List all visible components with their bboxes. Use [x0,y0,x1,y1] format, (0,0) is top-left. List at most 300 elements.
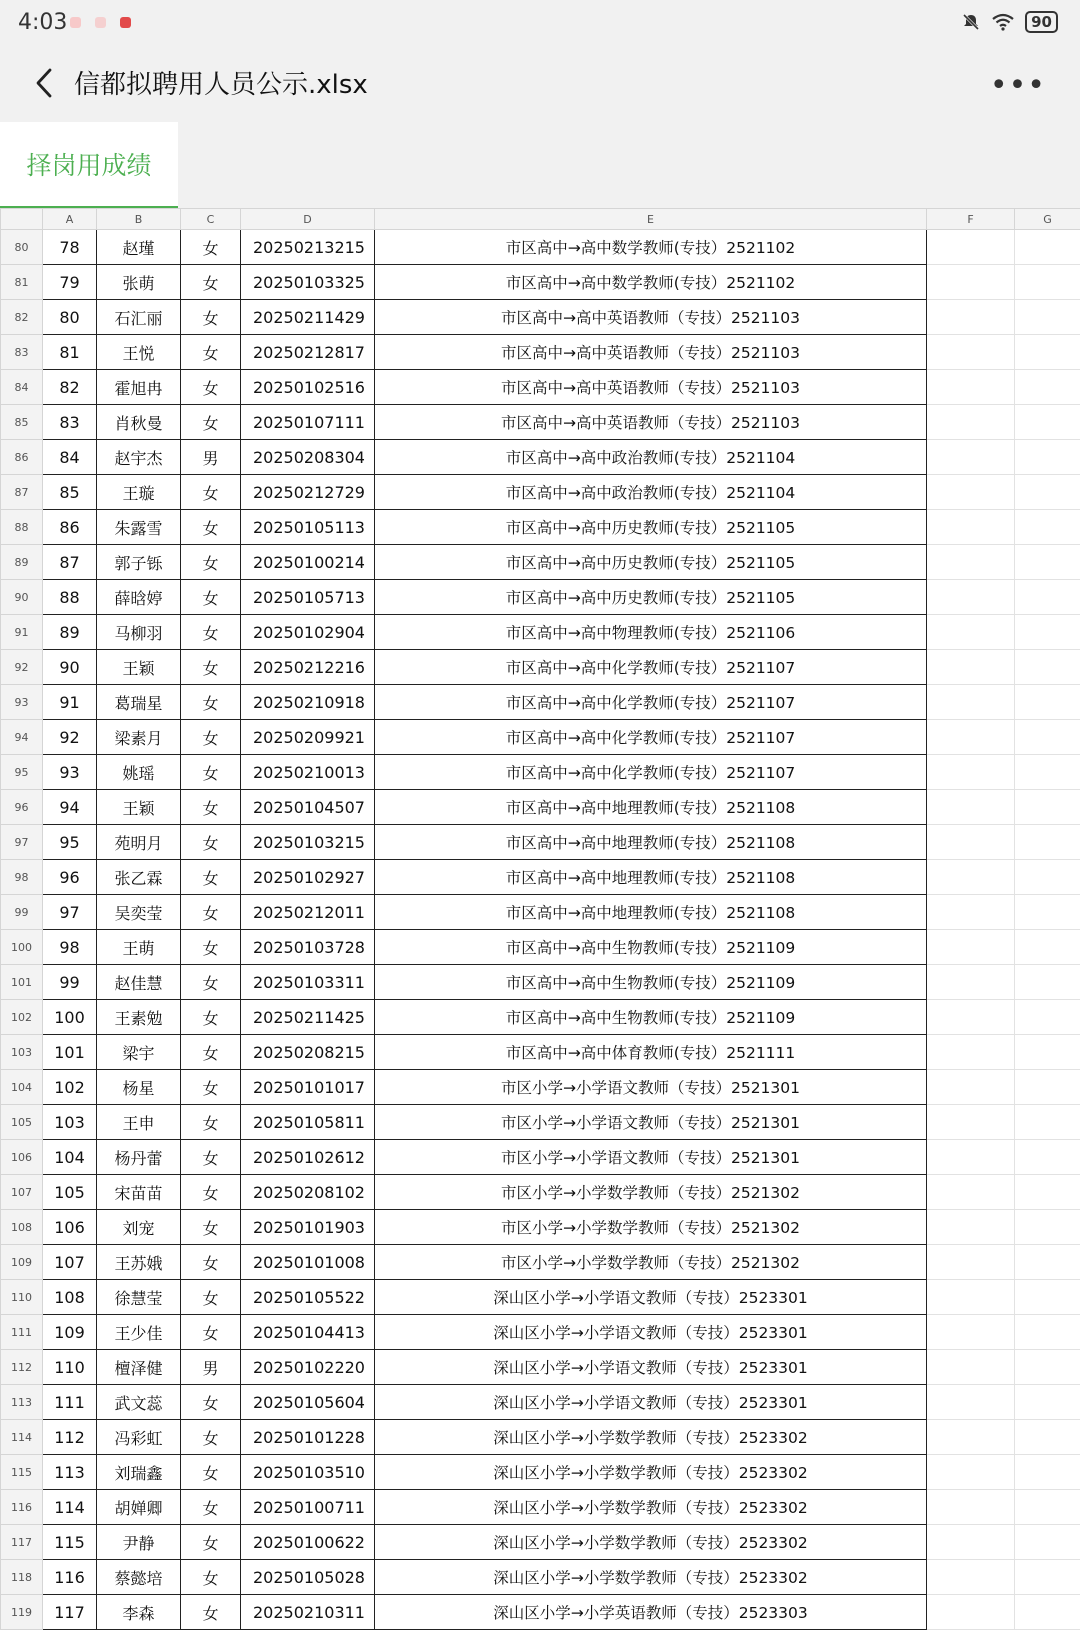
cell-name[interactable]: 石汇丽 [97,300,181,335]
row-number[interactable]: 107 [1,1175,43,1210]
cell-position[interactable]: 深山区小学→小学数学教师（专技）2523302 [375,1490,927,1525]
cell-empty[interactable] [1015,1245,1080,1280]
cell-name[interactable]: 王颖 [97,790,181,825]
row-number[interactable]: 94 [1,720,43,755]
cell-exam-id[interactable]: 20250103311 [241,965,375,1000]
cell-exam-id[interactable]: 20250102904 [241,615,375,650]
row-number[interactable]: 93 [1,685,43,720]
row-number[interactable]: 81 [1,265,43,300]
cell-seq[interactable]: 79 [43,265,97,300]
cell-seq[interactable]: 99 [43,965,97,1000]
row-number[interactable]: 95 [1,755,43,790]
cell-gender[interactable]: 女 [181,615,241,650]
cell-name[interactable]: 张萌 [97,265,181,300]
cell-exam-id[interactable]: 20250212729 [241,475,375,510]
cell-gender[interactable]: 女 [181,860,241,895]
cell-position[interactable]: 深山区小学→小学数学教师（专技）2523302 [375,1560,927,1595]
cell-empty[interactable] [927,475,1015,510]
cell-exam-id[interactable]: 20250211425 [241,1000,375,1035]
cell-position[interactable]: 市区高中→高中英语教师（专技）2521103 [375,405,927,440]
cell-name[interactable]: 赵瑾 [97,230,181,265]
row-number[interactable]: 100 [1,930,43,965]
cell-empty[interactable] [1015,965,1080,1000]
cell-seq[interactable]: 78 [43,230,97,265]
cell-seq[interactable]: 112 [43,1420,97,1455]
cell-exam-id[interactable]: 20250208215 [241,1035,375,1070]
cell-position[interactable]: 深山区小学→小学语文教师（专技）2523301 [375,1385,927,1420]
cell-position[interactable]: 市区高中→高中数学教师(专技）2521102 [375,230,927,265]
cell-empty[interactable] [927,440,1015,475]
cell-exam-id[interactable]: 20250103728 [241,930,375,965]
cell-gender[interactable]: 女 [181,1315,241,1350]
cell-position[interactable]: 深山区小学→小学数学教师（专技）2523302 [375,1420,927,1455]
row-number[interactable]: 82 [1,300,43,335]
cell-empty[interactable] [927,930,1015,965]
cell-name[interactable]: 葛瑞星 [97,685,181,720]
row-number[interactable]: 105 [1,1105,43,1140]
cell-gender[interactable]: 女 [181,930,241,965]
cell-name[interactable]: 薛晗婷 [97,580,181,615]
cell-gender[interactable]: 女 [181,370,241,405]
cell-empty[interactable] [927,1140,1015,1175]
cell-seq[interactable]: 91 [43,685,97,720]
cell-seq[interactable]: 97 [43,895,97,930]
cell-empty[interactable] [927,370,1015,405]
cell-empty[interactable] [1015,860,1080,895]
cell-gender[interactable]: 女 [181,1175,241,1210]
cell-gender[interactable]: 女 [181,1035,241,1070]
cell-exam-id[interactable]: 20250102612 [241,1140,375,1175]
row-number[interactable]: 102 [1,1000,43,1035]
cell-exam-id[interactable]: 20250101228 [241,1420,375,1455]
cell-name[interactable]: 王萌 [97,930,181,965]
cell-empty[interactable] [1015,440,1080,475]
column-header[interactable]: G [1015,209,1080,230]
cell-empty[interactable] [927,825,1015,860]
cell-name[interactable]: 王悦 [97,335,181,370]
cell-empty[interactable] [927,545,1015,580]
row-number[interactable]: 111 [1,1315,43,1350]
cell-seq[interactable]: 83 [43,405,97,440]
cell-position[interactable]: 市区小学→小学数学教师（专技）2521302 [375,1175,927,1210]
cell-empty[interactable] [927,230,1015,265]
cell-empty[interactable] [1015,720,1080,755]
cell-gender[interactable]: 女 [181,1525,241,1560]
cell-gender[interactable]: 女 [181,685,241,720]
cell-name[interactable]: 尹静 [97,1525,181,1560]
cell-position[interactable]: 深山区小学→小学语文教师（专技）2523301 [375,1350,927,1385]
cell-gender[interactable]: 女 [181,755,241,790]
cell-seq[interactable]: 103 [43,1105,97,1140]
back-arrow-icon[interactable] [30,66,60,100]
column-header[interactable]: F [927,209,1015,230]
cell-empty[interactable] [1015,1595,1080,1630]
cell-seq[interactable]: 82 [43,370,97,405]
row-number[interactable]: 87 [1,475,43,510]
cell-name[interactable]: 宋苗苗 [97,1175,181,1210]
cell-empty[interactable] [1015,1105,1080,1140]
cell-name[interactable]: 王少佳 [97,1315,181,1350]
cell-empty[interactable] [1015,1210,1080,1245]
cell-empty[interactable] [1015,685,1080,720]
cell-position[interactable]: 市区高中→高中历史教师(专技）2521105 [375,510,927,545]
cell-empty[interactable] [927,405,1015,440]
row-number[interactable]: 103 [1,1035,43,1070]
cell-seq[interactable]: 95 [43,825,97,860]
cell-empty[interactable] [1015,300,1080,335]
cell-empty[interactable] [1015,650,1080,685]
cell-exam-id[interactable]: 20250212216 [241,650,375,685]
cell-empty[interactable] [927,1455,1015,1490]
cell-gender[interactable]: 女 [181,1490,241,1525]
cell-seq[interactable]: 114 [43,1490,97,1525]
row-number[interactable]: 96 [1,790,43,825]
cell-gender[interactable]: 女 [181,475,241,510]
cell-seq[interactable]: 108 [43,1280,97,1315]
row-number[interactable]: 106 [1,1140,43,1175]
cell-name[interactable]: 梁宇 [97,1035,181,1070]
cell-name[interactable]: 张乙霖 [97,860,181,895]
cell-exam-id[interactable]: 20250103325 [241,265,375,300]
cell-exam-id[interactable]: 20250104413 [241,1315,375,1350]
cell-empty[interactable] [1015,895,1080,930]
cell-position[interactable]: 市区高中→高中英语教师（专技）2521103 [375,300,927,335]
cell-empty[interactable] [1015,265,1080,300]
cell-empty[interactable] [927,860,1015,895]
cell-seq[interactable]: 107 [43,1245,97,1280]
cell-empty[interactable] [1015,1385,1080,1420]
column-header[interactable]: E [375,209,927,230]
cell-empty[interactable] [927,1385,1015,1420]
cell-name[interactable]: 苑明月 [97,825,181,860]
cell-name[interactable]: 霍旭冉 [97,370,181,405]
row-number[interactable]: 99 [1,895,43,930]
cell-name[interactable]: 朱露雪 [97,510,181,545]
cell-empty[interactable] [927,265,1015,300]
cell-empty[interactable] [1015,1420,1080,1455]
cell-exam-id[interactable]: 20250210918 [241,685,375,720]
row-number[interactable]: 115 [1,1455,43,1490]
cell-empty[interactable] [927,335,1015,370]
row-number[interactable]: 114 [1,1420,43,1455]
cell-position[interactable]: 深山区小学→小学语文教师（专技）2523301 [375,1315,927,1350]
cell-exam-id[interactable]: 20250103510 [241,1455,375,1490]
cell-seq[interactable]: 80 [43,300,97,335]
cell-position[interactable]: 市区高中→高中物理教师(专技）2521106 [375,615,927,650]
cell-seq[interactable]: 116 [43,1560,97,1595]
cell-name[interactable]: 王璇 [97,475,181,510]
cell-seq[interactable]: 81 [43,335,97,370]
cell-name[interactable]: 刘宠 [97,1210,181,1245]
cell-exam-id[interactable]: 20250103215 [241,825,375,860]
cell-exam-id[interactable]: 20250105713 [241,580,375,615]
cell-position[interactable]: 市区高中→高中历史教师(专技）2521105 [375,580,927,615]
cell-seq[interactable]: 94 [43,790,97,825]
cell-gender[interactable]: 女 [181,1070,241,1105]
cell-exam-id[interactable]: 20250213215 [241,230,375,265]
cell-empty[interactable] [1015,370,1080,405]
cell-gender[interactable]: 女 [181,1000,241,1035]
cell-gender[interactable]: 女 [181,790,241,825]
row-number[interactable]: 83 [1,335,43,370]
cell-empty[interactable] [1015,1315,1080,1350]
cell-gender[interactable]: 女 [181,720,241,755]
cell-exam-id[interactable]: 20250102516 [241,370,375,405]
cell-gender[interactable]: 女 [181,825,241,860]
cell-gender[interactable]: 女 [181,1245,241,1280]
cell-seq[interactable]: 84 [43,440,97,475]
cell-seq[interactable]: 111 [43,1385,97,1420]
cell-name[interactable]: 赵宇杰 [97,440,181,475]
cell-empty[interactable] [927,1245,1015,1280]
cell-empty[interactable] [927,1070,1015,1105]
column-header[interactable]: B [97,209,181,230]
row-number[interactable]: 92 [1,650,43,685]
cell-seq[interactable]: 113 [43,1455,97,1490]
cell-position[interactable]: 深山区小学→小学数学教师（专技）2523302 [375,1455,927,1490]
cell-exam-id[interactable]: 20250100214 [241,545,375,580]
row-number[interactable]: 117 [1,1525,43,1560]
cell-position[interactable]: 市区高中→高中地理教师(专技）2521108 [375,895,927,930]
cell-empty[interactable] [1015,930,1080,965]
cell-position[interactable]: 深山区小学→小学英语教师（专技）2523303 [375,1595,927,1630]
cell-gender[interactable]: 男 [181,1350,241,1385]
cell-empty[interactable] [927,755,1015,790]
cell-empty[interactable] [927,1560,1015,1595]
cell-position[interactable]: 市区小学→小学数学教师（专技）2521302 [375,1245,927,1280]
cell-position[interactable]: 市区高中→高中英语教师（专技）2521103 [375,370,927,405]
cell-gender[interactable]: 女 [181,300,241,335]
row-number[interactable]: 91 [1,615,43,650]
cell-empty[interactable] [927,1350,1015,1385]
cell-empty[interactable] [927,1420,1015,1455]
row-number[interactable]: 104 [1,1070,43,1105]
cell-seq[interactable]: 105 [43,1175,97,1210]
row-number[interactable]: 89 [1,545,43,580]
row-number[interactable]: 90 [1,580,43,615]
row-number[interactable]: 98 [1,860,43,895]
cell-exam-id[interactable]: 20250105028 [241,1560,375,1595]
cell-gender[interactable]: 女 [181,405,241,440]
cell-empty[interactable] [927,1595,1015,1630]
cell-position[interactable]: 市区高中→高中历史教师(专技）2521105 [375,545,927,580]
cell-seq[interactable]: 92 [43,720,97,755]
cell-name[interactable]: 王申 [97,1105,181,1140]
cell-seq[interactable]: 87 [43,545,97,580]
cell-empty[interactable] [1015,580,1080,615]
cell-empty[interactable] [1015,335,1080,370]
cell-exam-id[interactable]: 20250212011 [241,895,375,930]
cell-empty[interactable] [927,790,1015,825]
cell-name[interactable]: 王苏娥 [97,1245,181,1280]
cell-empty[interactable] [1015,510,1080,545]
cell-gender[interactable]: 女 [181,1420,241,1455]
cell-seq[interactable]: 93 [43,755,97,790]
cell-position[interactable]: 市区高中→高中地理教师(专技）2521108 [375,860,927,895]
cell-position[interactable]: 市区高中→高中地理教师(专技）2521108 [375,825,927,860]
cell-gender[interactable]: 女 [181,545,241,580]
row-number[interactable]: 88 [1,510,43,545]
cell-name[interactable]: 郭子铄 [97,545,181,580]
row-number[interactable]: 84 [1,370,43,405]
cell-exam-id[interactable]: 20250208304 [241,440,375,475]
cell-empty[interactable] [1015,615,1080,650]
row-number[interactable]: 119 [1,1595,43,1630]
cell-position[interactable]: 深山区小学→小学语文教师（专技）2523301 [375,1280,927,1315]
row-number[interactable]: 110 [1,1280,43,1315]
cell-seq[interactable]: 106 [43,1210,97,1245]
cell-position[interactable]: 市区高中→高中生物教师(专技）2521109 [375,930,927,965]
cell-position[interactable]: 市区高中→高中生物教师(专技）2521109 [375,1000,927,1035]
cell-position[interactable]: 市区小学→小学数学教师（专技）2521302 [375,1210,927,1245]
cell-name[interactable]: 冯彩虹 [97,1420,181,1455]
cell-gender[interactable]: 女 [181,1560,241,1595]
spreadsheet-grid[interactable] [0,208,1080,1643]
cell-name[interactable]: 吴奕莹 [97,895,181,930]
cell-gender[interactable]: 女 [181,510,241,545]
cell-empty[interactable] [1015,230,1080,265]
cell-position[interactable]: 市区高中→高中数学教师(专技）2521102 [375,265,927,300]
cell-name[interactable]: 徐慧莹 [97,1280,181,1315]
cell-gender[interactable]: 女 [181,895,241,930]
cell-seq[interactable]: 102 [43,1070,97,1105]
row-number[interactable]: 109 [1,1245,43,1280]
cell-empty[interactable] [927,1175,1015,1210]
cell-name[interactable]: 王颖 [97,650,181,685]
cell-name[interactable]: 杨星 [97,1070,181,1105]
cell-name[interactable]: 王素勉 [97,1000,181,1035]
cell-seq[interactable]: 85 [43,475,97,510]
column-header[interactable]: C [181,209,241,230]
cell-seq[interactable]: 117 [43,1595,97,1630]
cell-empty[interactable] [1015,1455,1080,1490]
select-all-corner[interactable] [1,209,43,230]
cell-gender[interactable]: 女 [181,580,241,615]
cell-name[interactable]: 姚瑶 [97,755,181,790]
cell-empty[interactable] [927,1210,1015,1245]
more-options-icon[interactable]: ••• [989,68,1046,103]
cell-position[interactable]: 市区高中→高中化学教师(专技）2521107 [375,720,927,755]
cell-seq[interactable]: 109 [43,1315,97,1350]
column-header[interactable]: A [43,209,97,230]
cell-empty[interactable] [927,300,1015,335]
cell-exam-id[interactable]: 20250100622 [241,1525,375,1560]
cell-gender[interactable]: 女 [181,1385,241,1420]
cell-seq[interactable]: 115 [43,1525,97,1560]
cell-seq[interactable]: 90 [43,650,97,685]
cell-exam-id[interactable]: 20250105522 [241,1280,375,1315]
cell-empty[interactable] [1015,1070,1080,1105]
cell-name[interactable]: 赵佳慧 [97,965,181,1000]
cell-exam-id[interactable]: 20250100711 [241,1490,375,1525]
cell-exam-id[interactable]: 20250105113 [241,510,375,545]
cell-empty[interactable] [1015,1280,1080,1315]
cell-position[interactable]: 深山区小学→小学数学教师（专技）2523302 [375,1525,927,1560]
cell-exam-id[interactable]: 20250101017 [241,1070,375,1105]
cell-exam-id[interactable]: 20250102220 [241,1350,375,1385]
row-number[interactable]: 116 [1,1490,43,1525]
cell-gender[interactable]: 女 [181,1140,241,1175]
cell-exam-id[interactable]: 20250101008 [241,1245,375,1280]
cell-position[interactable]: 市区高中→高中化学教师(专技）2521107 [375,650,927,685]
cell-position[interactable]: 市区高中→高中地理教师(专技）2521108 [375,790,927,825]
cell-name[interactable]: 杨丹蕾 [97,1140,181,1175]
cell-gender[interactable]: 女 [181,1455,241,1490]
cell-exam-id[interactable]: 20250210013 [241,755,375,790]
row-number[interactable]: 112 [1,1350,43,1385]
cell-position[interactable]: 市区小学→小学语文教师（专技）2521301 [375,1140,927,1175]
cell-name[interactable]: 马柳羽 [97,615,181,650]
row-number[interactable]: 108 [1,1210,43,1245]
cell-empty[interactable] [1015,1490,1080,1525]
cell-empty[interactable] [1015,475,1080,510]
row-number[interactable]: 86 [1,440,43,475]
cell-empty[interactable] [1015,825,1080,860]
cell-seq[interactable]: 104 [43,1140,97,1175]
column-header[interactable]: D [241,209,375,230]
cell-exam-id[interactable]: 20250208102 [241,1175,375,1210]
cell-seq[interactable]: 100 [43,1000,97,1035]
cell-exam-id[interactable]: 20250101903 [241,1210,375,1245]
cell-gender[interactable]: 女 [181,1280,241,1315]
cell-empty[interactable] [1015,1560,1080,1595]
cell-empty[interactable] [1015,790,1080,825]
cell-empty[interactable] [1015,545,1080,580]
cell-empty[interactable] [1015,1000,1080,1035]
cell-empty[interactable] [927,1315,1015,1350]
cell-gender[interactable]: 男 [181,440,241,475]
cell-position[interactable]: 市区高中→高中体育教师(专技）2521111 [375,1035,927,1070]
cell-exam-id[interactable]: 20250210311 [241,1595,375,1630]
row-number[interactable]: 118 [1,1560,43,1595]
cell-empty[interactable] [927,895,1015,930]
cell-empty[interactable] [1015,1175,1080,1210]
cell-empty[interactable] [927,720,1015,755]
cell-gender[interactable]: 女 [181,650,241,685]
cell-exam-id[interactable]: 20250209921 [241,720,375,755]
cell-position[interactable]: 市区高中→高中政治教师(专技）2521104 [375,475,927,510]
cell-seq[interactable]: 89 [43,615,97,650]
cell-empty[interactable] [1015,1035,1080,1070]
cell-name[interactable]: 胡婵卿 [97,1490,181,1525]
cell-name[interactable]: 刘瑞鑫 [97,1455,181,1490]
cell-exam-id[interactable]: 20250102927 [241,860,375,895]
cell-exam-id[interactable]: 20250105811 [241,1105,375,1140]
row-number[interactable]: 97 [1,825,43,860]
cell-seq[interactable]: 110 [43,1350,97,1385]
cell-name[interactable]: 檀泽健 [97,1350,181,1385]
cell-empty[interactable] [927,685,1015,720]
cell-seq[interactable]: 96 [43,860,97,895]
cell-empty[interactable] [927,1280,1015,1315]
tab-sheet[interactable]: 择岗用成绩 [0,122,178,209]
cell-name[interactable]: 李森 [97,1595,181,1630]
cell-exam-id[interactable]: 20250105604 [241,1385,375,1420]
cell-empty[interactable] [927,615,1015,650]
cell-empty[interactable] [927,580,1015,615]
cell-seq[interactable]: 86 [43,510,97,545]
cell-name[interactable]: 肖秋曼 [97,405,181,440]
cell-name[interactable]: 武文蕊 [97,1385,181,1420]
cell-position[interactable]: 市区高中→高中化学教师(专技）2521107 [375,685,927,720]
cell-empty[interactable] [1015,1140,1080,1175]
cell-empty[interactable] [927,1525,1015,1560]
cell-gender[interactable]: 女 [181,1595,241,1630]
cell-empty[interactable] [927,965,1015,1000]
cell-seq[interactable]: 101 [43,1035,97,1070]
cell-position[interactable]: 市区小学→小学语文教师（专技）2521301 [375,1070,927,1105]
cell-gender[interactable]: 女 [181,265,241,300]
